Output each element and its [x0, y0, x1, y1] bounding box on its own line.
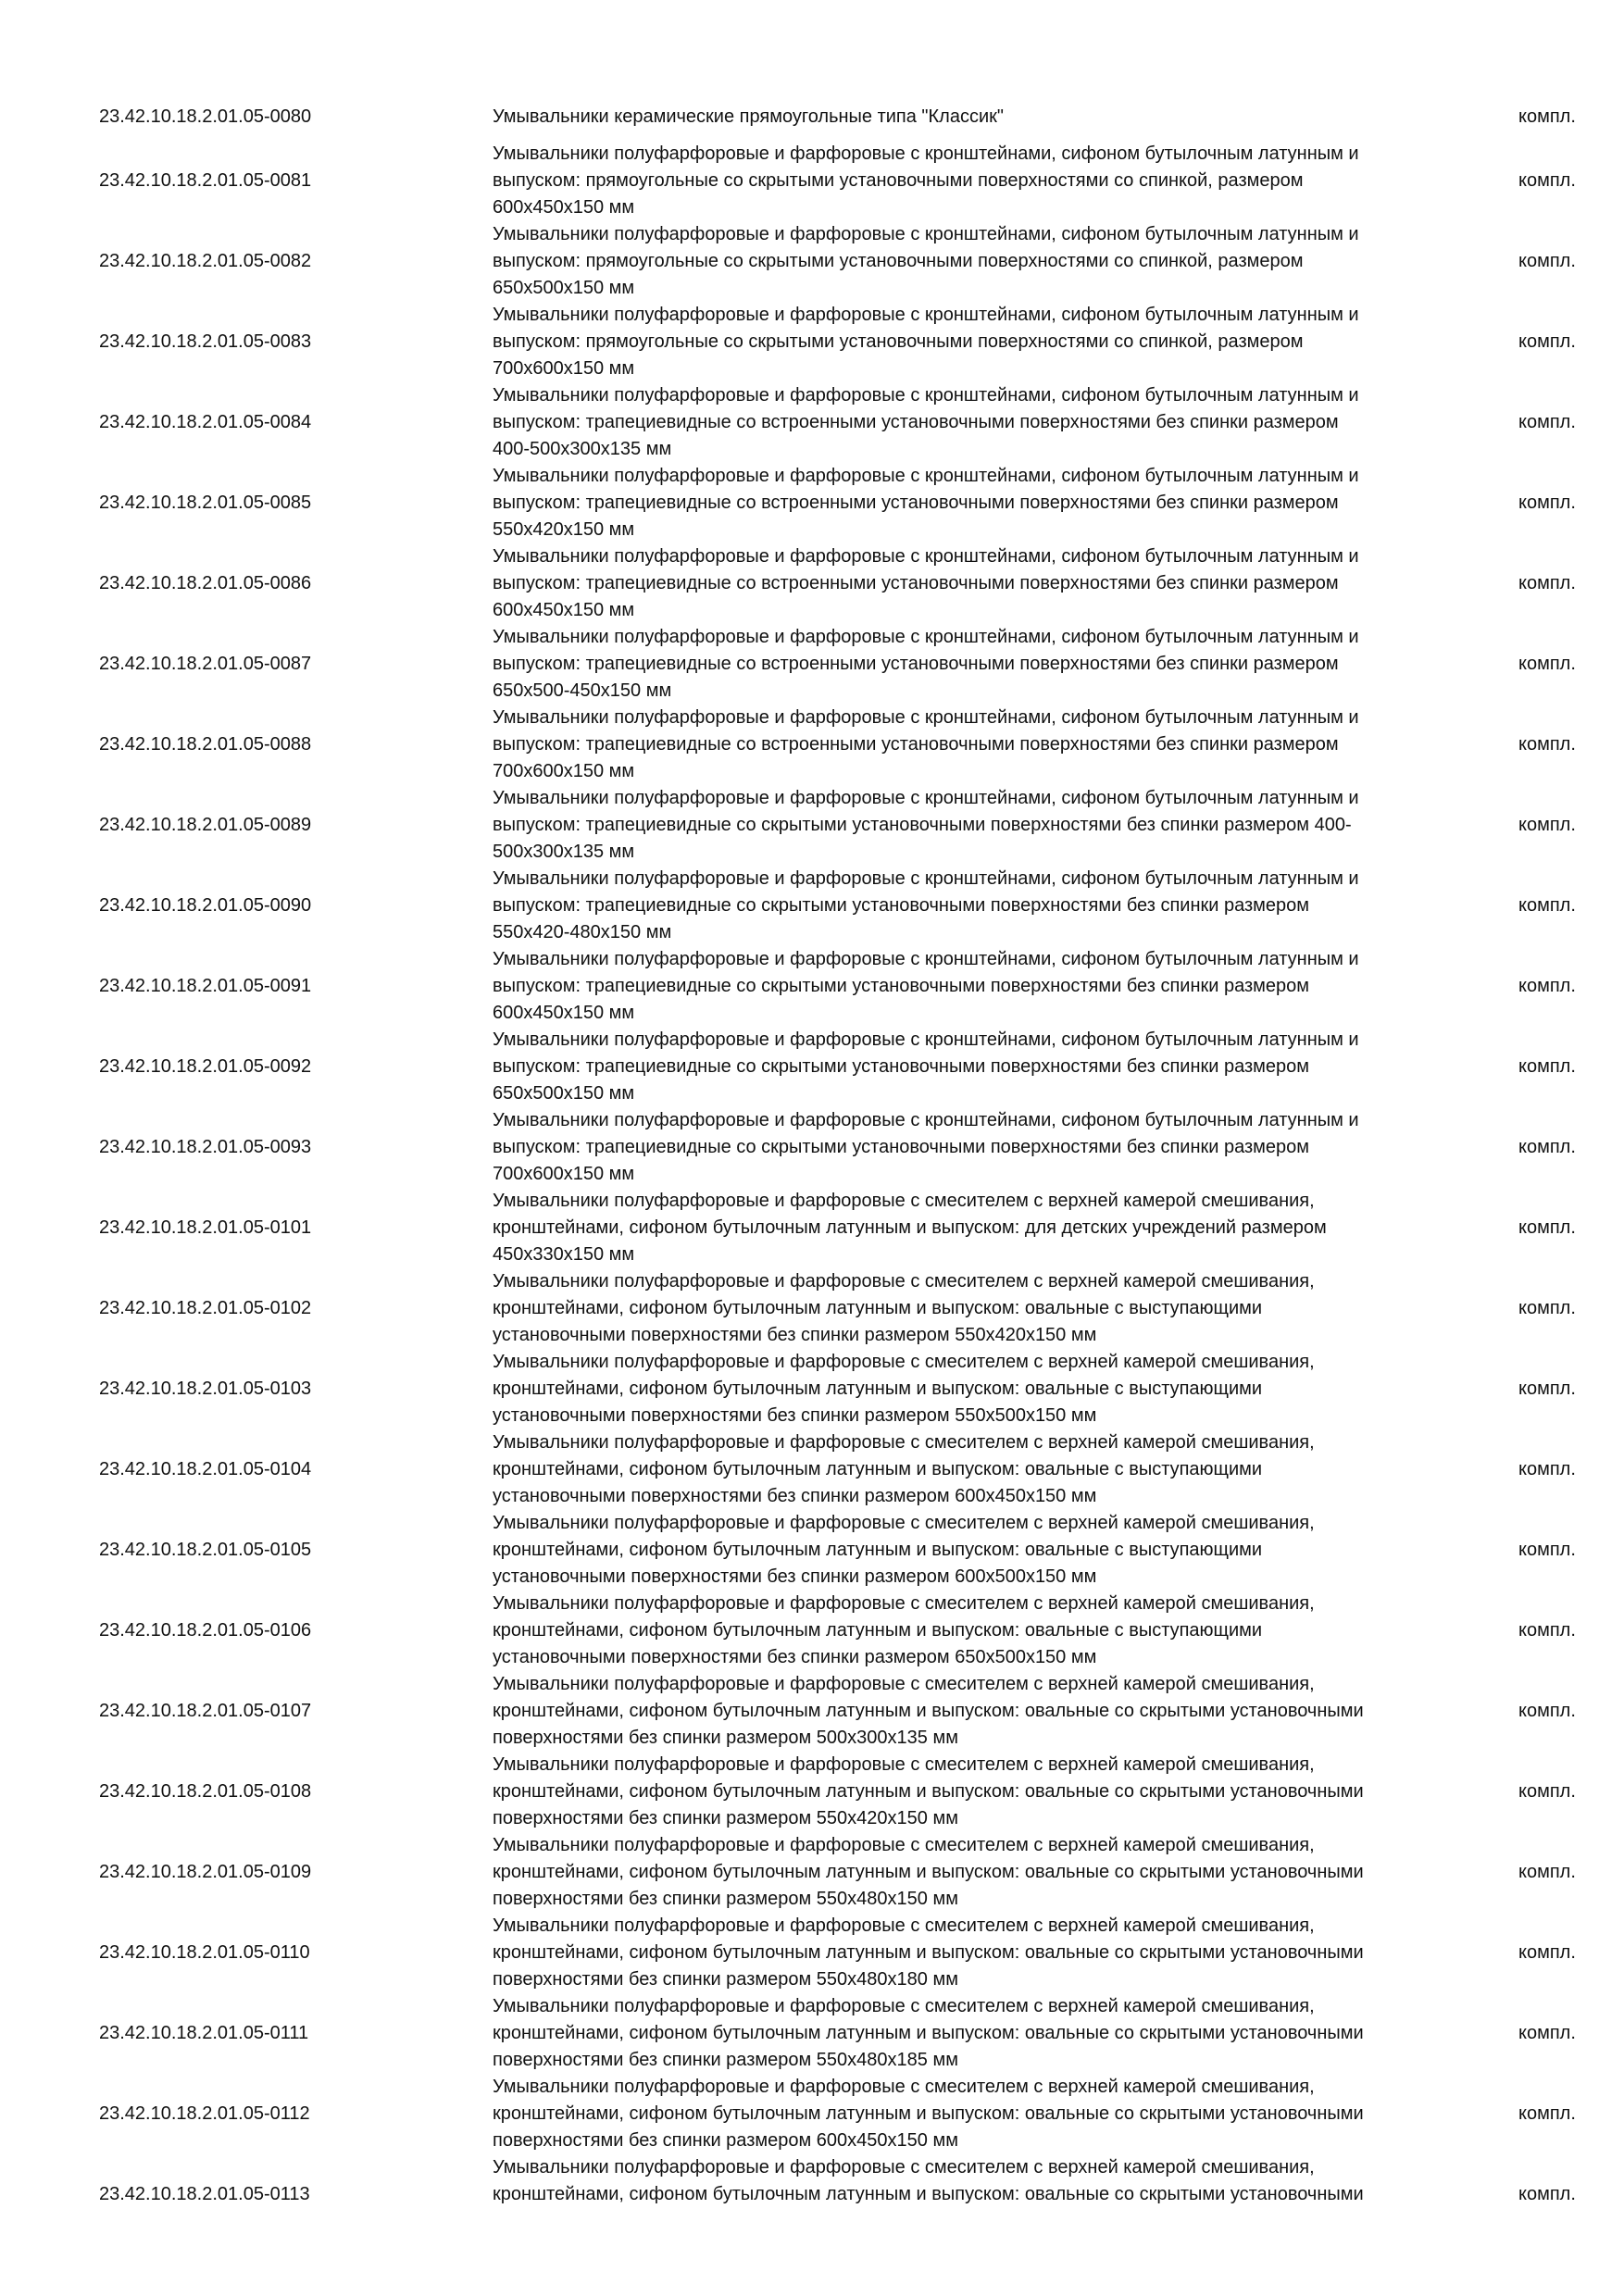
item-unit: компл.: [1518, 106, 1576, 127]
description-line: поверхностями без спинки размером 550x420x150 мм: [493, 1808, 958, 1828]
description-line: Умывальники полуфарфоровые и фарфоровые с смесителем с верхней камерой смешивания,: [493, 1835, 1315, 1855]
description-line: 600x450x150 мм: [493, 600, 635, 620]
description-line: Умывальники полуфарфоровые и фарфоровые с кронштейнами, сифоном бутылочным латунным и: [493, 949, 1359, 969]
item-code: 23.42.10.18.2.01.05-0093: [99, 1137, 312, 1157]
table-row: [0, 1107, 1624, 1188]
item-unit: компл.: [1518, 251, 1576, 271]
description-line: кронштейнами, сифоном бутылочным латунным и выпуском: овальные с выступающими: [493, 1379, 1263, 1399]
item-code: 23.42.10.18.2.01.05-0108: [99, 1781, 312, 1802]
description-line: кронштейнами, сифоном бутылочным латунным и выпуском: овальные со скрытыми установочными: [493, 1862, 1364, 1882]
description-line: 600x450x150 мм: [493, 1003, 635, 1023]
item-code: 23.42.10.18.2.01.05-0089: [99, 815, 312, 835]
description-line: кронштейнами, сифоном бутылочным латунным и выпуском: овальные со скрытыми установочными: [493, 1942, 1364, 1963]
description-line: Умывальники полуфарфоровые и фарфоровые с кронштейнами, сифоном бутылочным латунным и: [493, 466, 1359, 486]
description-line: кронштейнами, сифоном бутылочным латунным и выпуском: овальные с выступающими: [493, 1540, 1263, 1560]
item-code: 23.42.10.18.2.01.05-0083: [99, 331, 312, 352]
description-line: 550x420-480x150 мм: [493, 922, 672, 942]
description-line: выпуском: трапециевидные со встроенными установочными поверхностями без спинки размером: [493, 734, 1339, 755]
item-unit: компл.: [1518, 2184, 1576, 2204]
item-code: 23.42.10.18.2.01.05-0107: [99, 1701, 312, 1721]
item-description: [493, 785, 1474, 866]
description-line: поверхностями без спинки размером 550x480x150 мм: [493, 1889, 958, 1909]
description-line: Умывальники полуфарфоровые и фарфоровые с кронштейнами, сифоном бутылочным латунным и: [493, 788, 1359, 808]
item-description: [493, 1268, 1474, 1349]
table-row: [0, 221, 1624, 302]
description-line: выпуском: трапециевидные со встроенными установочными поверхностями без спинки размером: [493, 654, 1339, 674]
item-description: [493, 104, 1474, 131]
description-line: 700x600x150 мм: [493, 761, 635, 781]
description-line: Умывальники полуфарфоровые и фарфоровые с смесителем с верхней камерой смешивания,: [493, 1593, 1315, 1614]
description-line: поверхностями без спинки размером 550x480x180 мм: [493, 1969, 958, 1990]
item-unit: компл.: [1518, 2023, 1576, 2043]
description-line: 700x600x150 мм: [493, 1164, 635, 1184]
item-unit: компл.: [1518, 734, 1576, 755]
item-description: [493, 1510, 1474, 1591]
description-line: кронштейнами, сифоном бутылочным латунным и выпуском: овальные со скрытыми установочными: [493, 2184, 1364, 2204]
description-line: выпуском: трапециевидные со скрытыми установочными поверхностями без спинки размером: [493, 976, 1310, 996]
item-code: 23.42.10.18.2.01.05-0110: [99, 1942, 310, 1963]
item-description: [493, 946, 1474, 1027]
description-line: Умывальники полуфарфоровые и фарфоровые с смесителем с верхней камерой смешивания,: [493, 1674, 1315, 1694]
item-unit: компл.: [1518, 654, 1576, 674]
table-row: [0, 1671, 1624, 1752]
item-code: 23.42.10.18.2.01.05-0082: [99, 251, 312, 271]
table-row: [0, 624, 1624, 705]
item-unit: компл.: [1518, 1056, 1576, 1077]
item-description: [493, 2074, 1474, 2154]
item-code: 23.42.10.18.2.01.05-0111: [99, 2023, 309, 2043]
table-row: [0, 104, 1624, 141]
item-description: [493, 1349, 1474, 1429]
description-line: 700x600x150 мм: [493, 358, 635, 379]
table-row: [0, 2074, 1624, 2154]
item-unit: компл.: [1518, 815, 1576, 835]
description-line: выпуском: прямоугольные со скрытыми установочными поверхностями со спинкой, размером: [493, 170, 1304, 191]
item-unit: компл.: [1518, 1781, 1576, 1802]
description-line: Умывальники полуфарфоровые и фарфоровые с кронштейнами, сифоном бутылочным латунным и: [493, 385, 1359, 406]
description-line: Умывальники полуфарфоровые и фарфоровые с кронштейнами, сифоном бутылочным латунным и: [493, 1029, 1359, 1050]
item-description: [493, 302, 1474, 382]
description-line: Умывальники полуфарфоровые и фарфоровые с смесителем с верхней камерой смешивания,: [493, 1996, 1315, 2016]
item-unit: компл.: [1518, 1298, 1576, 1318]
item-unit: компл.: [1518, 1217, 1576, 1238]
item-description: [493, 1107, 1474, 1188]
description-line: кронштейнами, сифоном бутылочным латунным и выпуском: овальные со скрытыми установочными: [493, 2103, 1364, 2124]
description-line: 650x500x150 мм: [493, 1083, 635, 1104]
description-line: 600x450x150 мм: [493, 197, 635, 218]
description-line: Умывальники полуфарфоровые и фарфоровые с смесителем с верхней камерой смешивания,: [493, 1915, 1315, 1936]
item-unit: компл.: [1518, 493, 1576, 513]
item-description: [493, 1913, 1474, 1993]
item-code: 23.42.10.18.2.01.05-0104: [99, 1459, 312, 1479]
description-line: выпуском: трапециевидные со встроенными установочными поверхностями без спинки размером: [493, 493, 1339, 513]
item-description: [493, 1671, 1474, 1752]
table-row: [0, 1510, 1624, 1591]
item-unit: компл.: [1518, 331, 1576, 352]
item-code: 23.42.10.18.2.01.05-0102: [99, 1298, 312, 1318]
item-description: [493, 543, 1474, 624]
table-row: [0, 463, 1624, 543]
item-description: [493, 1188, 1474, 1268]
table-row: [0, 785, 1624, 866]
item-code: 23.42.10.18.2.01.05-0086: [99, 573, 312, 593]
description-line: Умывальники полуфарфоровые и фарфоровые с кронштейнами, сифоном бутылочным латунным и: [493, 224, 1359, 244]
item-description: [493, 866, 1474, 946]
item-code: 23.42.10.18.2.01.05-0106: [99, 1620, 312, 1641]
item-unit: компл.: [1518, 1701, 1576, 1721]
item-description: [493, 1027, 1474, 1107]
item-code: 23.42.10.18.2.01.05-0112: [99, 2103, 310, 2124]
description-line: 450x330x150 мм: [493, 1244, 635, 1265]
item-code: 23.42.10.18.2.01.05-0081: [99, 170, 312, 191]
table-row: [0, 141, 1624, 221]
item-description: [493, 1591, 1474, 1671]
item-unit: компл.: [1518, 2103, 1576, 2124]
item-description: [493, 141, 1474, 221]
description-line: Умывальники полуфарфоровые и фарфоровые с кронштейнами, сифоном бутылочным латунным и: [493, 144, 1359, 164]
description-line: кронштейнами, сифоном бутылочным латунным и выпуском: для детских учреждений размером: [493, 1217, 1327, 1238]
description-line: Умывальники полуфарфоровые и фарфоровые с смесителем с верхней камерой смешивания,: [493, 1191, 1315, 1211]
description-line: Умывальники полуфарфоровые и фарфоровые с смесителем с верхней камерой смешивания,: [493, 1432, 1315, 1453]
item-unit: компл.: [1518, 1862, 1576, 1882]
description-line: 650x500-450x150 мм: [493, 680, 672, 701]
description-line: 500x300x135 мм: [493, 842, 635, 862]
item-unit: компл.: [1518, 412, 1576, 432]
item-unit: компл.: [1518, 895, 1576, 916]
description-line: установочными поверхностями без спинки размером 600x500x150 мм: [493, 1566, 1097, 1587]
item-unit: компл.: [1518, 1540, 1576, 1560]
table-row: [0, 302, 1624, 382]
item-unit: компл.: [1518, 1620, 1576, 1641]
item-code: 23.42.10.18.2.01.05-0088: [99, 734, 312, 755]
item-unit: компл.: [1518, 976, 1576, 996]
description-line: Умывальники полуфарфоровые и фарфоровые с смесителем с верхней камерой смешивания,: [493, 1513, 1315, 1533]
item-description: [493, 221, 1474, 302]
table-row: [0, 1913, 1624, 1993]
description-line: Умывальники керамические прямоугольные типа "Классик": [493, 106, 1004, 127]
description-line: выпуском: трапециевидные со встроенными установочными поверхностями без спинки размером: [493, 573, 1339, 593]
description-line: выпуском: прямоугольные со скрытыми установочными поверхностями со спинкой, размером: [493, 331, 1304, 352]
description-line: установочными поверхностями без спинки размером 600x450x150 мм: [493, 1486, 1097, 1506]
item-code: 23.42.10.18.2.01.05-0091: [99, 976, 312, 996]
table-row: [0, 2154, 1624, 2235]
description-line: кронштейнами, сифоном бутылочным латунным и выпуском: овальные с выступающими: [493, 1298, 1263, 1318]
description-line: Умывальники полуфарфоровые и фарфоровые с смесителем с верхней камерой смешивания,: [493, 1271, 1315, 1292]
table-row: [0, 1429, 1624, 1510]
item-code: 23.42.10.18.2.01.05-0087: [99, 654, 312, 674]
description-line: кронштейнами, сифоном бутылочным латунным и выпуском: овальные со скрытыми установочными: [493, 2023, 1364, 2043]
table-row: [0, 1027, 1624, 1107]
item-code: 23.42.10.18.2.01.05-0101: [99, 1217, 312, 1238]
item-description: [493, 705, 1474, 785]
item-description: [493, 382, 1474, 463]
item-description: [493, 1832, 1474, 1913]
description-line: кронштейнами, сифоном бутылочным латунным и выпуском: овальные со скрытыми установочными: [493, 1781, 1364, 1802]
item-description: [493, 1993, 1474, 2074]
description-line: поверхностями без спинки размером 550x480x185 мм: [493, 2050, 958, 2070]
item-unit: компл.: [1518, 170, 1576, 191]
description-line: выпуском: трапециевидные со скрытыми установочными поверхностями без спинки размером: [493, 895, 1310, 916]
description-line: кронштейнами, сифоном бутылочным латунным и выпуском: овальные с выступающими: [493, 1620, 1263, 1641]
table-row: [0, 1832, 1624, 1913]
item-unit: компл.: [1518, 1459, 1576, 1479]
item-description: [493, 2154, 1474, 2208]
description-line: Умывальники полуфарфоровые и фарфоровые с кронштейнами, сифоном бутылочным латунным и: [493, 1110, 1359, 1130]
description-line: Умывальники полуфарфоровые и фарфоровые с кронштейнами, сифоном бутылочным латунным и: [493, 868, 1359, 889]
description-line: Умывальники полуфарфоровые и фарфоровые с кронштейнами, сифоном бутылочным латунным и: [493, 305, 1359, 325]
table-row: [0, 705, 1624, 785]
description-line: установочными поверхностями без спинки размером 550x420x150 мм: [493, 1325, 1097, 1345]
item-code: 23.42.10.18.2.01.05-0092: [99, 1056, 312, 1077]
description-line: поверхностями без спинки размером 500x300x135 мм: [493, 1728, 958, 1748]
description-line: Умывальники полуфарфоровые и фарфоровые с смесителем с верхней камерой смешивания,: [493, 1352, 1315, 1372]
item-code: 23.42.10.18.2.01.05-0085: [99, 493, 312, 513]
description-line: выпуском: трапециевидные со встроенными установочными поверхностями без спинки размером: [493, 412, 1339, 432]
description-line: поверхностями без спинки размером 600x450x150 мм: [493, 2130, 958, 2151]
item-code: 23.42.10.18.2.01.05-0090: [99, 895, 312, 916]
description-line: 550x420x150 мм: [493, 519, 635, 540]
description-line: кронштейнами, сифоном бутылочным латунным и выпуском: овальные со скрытыми установочными: [493, 1701, 1364, 1721]
item-code: 23.42.10.18.2.01.05-0084: [99, 412, 312, 432]
table-row: [0, 1993, 1624, 2074]
table-row: [0, 1188, 1624, 1268]
description-line: установочными поверхностями без спинки размером 650x500x150 мм: [493, 1647, 1097, 1667]
table-row: [0, 866, 1624, 946]
item-unit: компл.: [1518, 573, 1576, 593]
description-line: выпуском: трапециевидные со скрытыми установочными поверхностями без спинки размером: [493, 1137, 1310, 1157]
table-row: [0, 1349, 1624, 1429]
item-description: [493, 1429, 1474, 1510]
description-line: 400-500x300x135 мм: [493, 439, 672, 459]
description-line: Умывальники полуфарфоровые и фарфоровые с смесителем с верхней камерой смешивания,: [493, 1754, 1315, 1775]
table-row: [0, 1591, 1624, 1671]
item-description: [493, 1752, 1474, 1832]
item-unit: компл.: [1518, 1942, 1576, 1963]
item-code: 23.42.10.18.2.01.05-0103: [99, 1379, 312, 1399]
table-row: [0, 543, 1624, 624]
description-line: Умывальники полуфарфоровые и фарфоровые с смесителем с верхней камерой смешивания,: [493, 2157, 1315, 2177]
description-line: выпуском: трапециевидные со скрытыми установочными поверхностями без спинки размером: [493, 1056, 1310, 1077]
description-line: Умывальники полуфарфоровые и фарфоровые с кронштейнами, сифоном бутылочным латунным и: [493, 627, 1359, 647]
description-line: 650x500x150 мм: [493, 278, 635, 298]
item-code: 23.42.10.18.2.01.05-0080: [99, 106, 312, 127]
description-line: выпуском: прямоугольные со скрытыми установочными поверхностями со спинкой, размером: [493, 251, 1304, 271]
table-row: [0, 1268, 1624, 1349]
description-line: установочными поверхностями без спинки размером 550x500x150 мм: [493, 1405, 1097, 1426]
item-description: [493, 624, 1474, 705]
item-code: 23.42.10.18.2.01.05-0113: [99, 2184, 310, 2204]
description-line: Умывальники полуфарфоровые и фарфоровые с смесителем с верхней камерой смешивания,: [493, 2077, 1315, 2097]
table-row: [0, 382, 1624, 463]
item-code: 23.42.10.18.2.01.05-0109: [99, 1862, 312, 1882]
item-description: [493, 463, 1474, 543]
table-row: [0, 1752, 1624, 1832]
description-line: Умывальники полуфарфоровые и фарфоровые с кронштейнами, сифоном бутылочным латунным и: [493, 707, 1359, 728]
table-row: [0, 946, 1624, 1027]
price-list-table: [0, 104, 1624, 2235]
item-unit: компл.: [1518, 1379, 1576, 1399]
description-line: Умывальники полуфарфоровые и фарфоровые с кронштейнами, сифоном бутылочным латунным и: [493, 546, 1359, 567]
description-line: выпуском: трапециевидные со скрытыми установочными поверхностями без спинки размером 400-: [493, 815, 1352, 835]
item-unit: компл.: [1518, 1137, 1576, 1157]
description-line: кронштейнами, сифоном бутылочным латунным и выпуском: овальные с выступающими: [493, 1459, 1263, 1479]
item-code: 23.42.10.18.2.01.05-0105: [99, 1540, 312, 1560]
